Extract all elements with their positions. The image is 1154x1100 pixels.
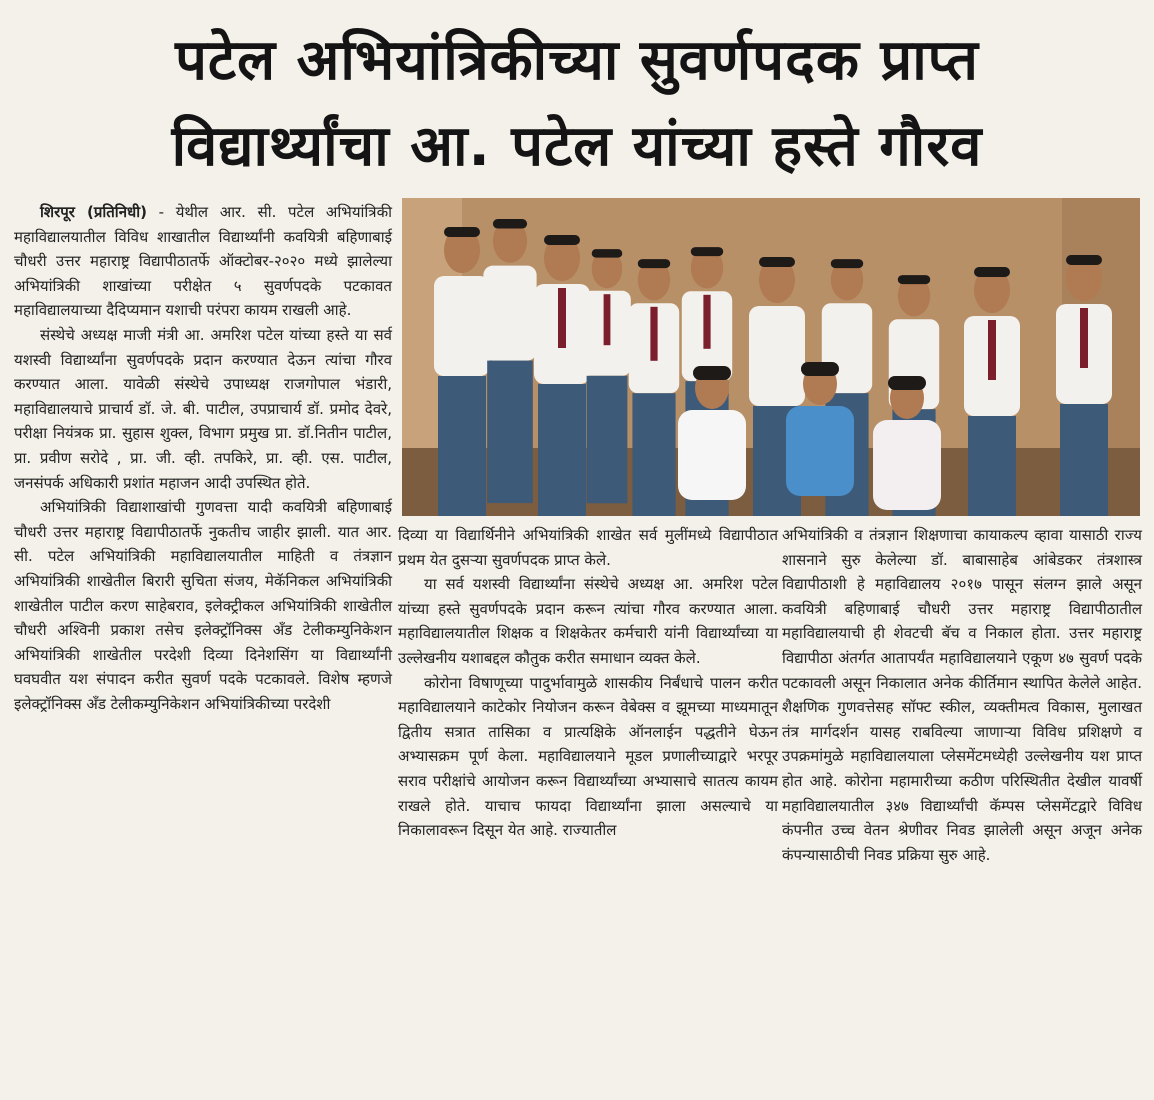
article-column-2 — [398, 523, 778, 843]
paragraph: कोरोना विषाणूच्या पादुर्भावामुळे शासकीय निर्बंधाचे पालन करीत महाविद्यालयाने काटेकोर नियोजन करून वेबेक्स व झूमच्या माध्यमातून द्वितीय सत्रात तासिका व प्रात्यक्षिके ऑनलाईन पद्धतीने घेऊन अभ्यासक्रम पूर्ण केला. महाविद्यालयाने मूडल प्रणालीच्याद्वारे भरपूर सराव परीक्षांचे आयोजन करून विद्यार्थ्यांच्या अभ्यासाचे सातत्य कायम राखले होते. याचाच फायदा विद्यार्थ्यांना झाला असल्याचे या निकालावरून दिसून येत आहे. राज्यातील — [398, 673, 778, 840]
paragraph-text: - येथील आर. सी. पटेल अभियांत्रिकी महाविद्यालयातील विविध शाखातील विद्यार्थ्यांनी कवयित्री बहिणाबाई चौधरी उत्तर महाराष्ट्र विद्यापीठातर्फे ऑक्टोबर-२०२० मध्ये झालेल्या अभियांत्रिकी शाखांच्या परीक्षेत ५ सुवर्णपदके पटकावत महाविद्यालयाच्या दैदिप्यमान यशाची परंपरा कायम राखली आहे. — [14, 203, 392, 320]
paragraph — [14, 200, 392, 323]
group-photo-illustration — [402, 198, 1140, 516]
paragraph: अभियांत्रिकी व तंत्रज्ञान शिक्षणाचा कायाकल्प व्हावा यासाठी राज्य शासनाने सुरु केलेल्या डॉ. बाबासाहेब आंबेडकर तंत्रशास्त्र विद्यापीठाशी हे महाविद्यालय २०१७ पासून संलग्न झाले असून कवयित्री बहिणाबाई चौधरी उत्तर महाराष्ट्र विद्यापीठातील महाविद्यालयाची ही शेवटची बॅच व निकाल होता. उत्तर महाराष्ट्र विद्यापीठा अंतर्गत आतापर्यंत महाविद्यालयाने एकूण ४७ सुवर्ण पदके पटकावली असून निकालात अनेक कीर्तिमान स्थापित केलेले आहेत. शैक्षणिक गुणवत्तेसह सॉफ्ट स्कील, व्यक्तीमत्व विकास, मुलाखत तंत्र मार्गदर्शन यासह राबविल्या जाणाऱ्या विविध प्रशिक्षणे व उपक्रमांमुळे महाविद्यालयाला प्लेसमेंटमध्येही उल्लेखनीय यश प्राप्त होत आहे. कोरोना महामारीच्या कठीण परिस्थितीत देखील यावर्षी महाविद्यालयातील ३४७ विद्यार्थ्यांची कॅम्पस प्लेसमेंटद्वारे विविध कंपनीत उच्च वेतन श्रेणीवर निवड झालेली असून अजून अनेक कंपन्यासाठीची निवड प्रक्रिया सुरु आहे. — [782, 526, 1142, 864]
article-column-3 — [782, 523, 1142, 867]
paragraph: या सर्व यशस्वी विद्यार्थ्यांना संस्थेचे अध्यक्ष आ. अमरिश पटेल यांच्या हस्ते सुवर्णपदके प्रदान करून त्यांचा गौरव करण्यात आला. महाविद्यालयातील शिक्षक व शिक्षकेतर कर्मचारी यांनी विद्यार्थ्यांच्या या उल्लेखनीय यशाबद्दल कौतुक करीत समाधान व्यक्त केले. — [398, 575, 778, 667]
headline — [0, 18, 1154, 190]
paragraph: दिव्या या विद्यार्थिनीने अभियांत्रिकी शाखेत सर्व मुलींमध्ये विद्यापीठात प्रथम येत दुसऱ्या सुवर्णपदक प्राप्त केले. — [398, 526, 778, 569]
dateline: शिरपूर (प्रतिनिधी) — [40, 203, 147, 221]
paragraph: संस्थेचे अध्यक्ष माजी मंत्री आ. अमरिश पटेल यांच्या हस्ते या सर्व यशस्वी विद्यार्थ्यांना सुवर्णपदके प्रदान करण्यात देऊन त्यांचा गौरव करण्यात आला. यावेळी संस्थेचे उपाध्यक्ष राजगोपाल भंडारी, महाविद्यालयाचे प्राचार्य डॉ. जे. बी. पाटील, उपप्राचार्य डॉ. प्रमोद देवरे, परीक्षा नियंत्रक प्रा. सुहास शुक्ल, विभाग प्रमुख प्रा. डॉ.नितीन पाटील, प्रा. प्रवीण सरोदे , प्रा. जी. व्ही. तपकिरे, प्रा. व्ही. एस. पाटील, जनसंपर्क अधिकारी प्रशांत महाजन आदी उपस्थित होते. — [14, 325, 392, 492]
group-photo — [402, 198, 1140, 516]
paragraph: अभियांत्रिकी विद्याशाखांची गुणवत्ता यादी कवयित्री बहिणाबाई चौधरी उत्तर महाराष्ट्र विद्यापीठातर्फे नुकतीच जाहीर झाली. यात आर. सी. पटेल अभियांत्रिकी महाविद्यालयातील माहिती व तंत्रज्ञान अभियांत्रिकी शाखेतील बिरारी सुचिता संजय, मेकॅनिकल अभियांत्रिकी शाखेतील पाटील करण साहेबराव, इलेक्ट्रीकल अभियांत्रिकी शाखेतील चौधरी अश्विनी प्रकाश तसेच इलेक्ट्रॉनिक्स अँड टेलीकम्युनिकेशन अभियांत्रिकी शाखेतील परदेशी दिव्या दिनेशसिंग या विद्यार्थ्यांनी घवघवीत यश संपादन करीत सुवर्ण पदके पटकावले. विशेष म्हणजे इलेक्ट्रॉनिक्स अँड टेलीकम्युनिकेशन अभियांत्रिकीच्या परदेशी — [14, 498, 392, 713]
article-column-1 — [14, 200, 392, 716]
headline-line-2: विद्यार्थ्यांचा आ. पटेल यांच्या हस्ते गौरव — [171, 114, 983, 179]
headline-line-1: पटेल अभियांत्रिकीच्या सुवर्णपदक प्राप्त — [175, 28, 979, 93]
